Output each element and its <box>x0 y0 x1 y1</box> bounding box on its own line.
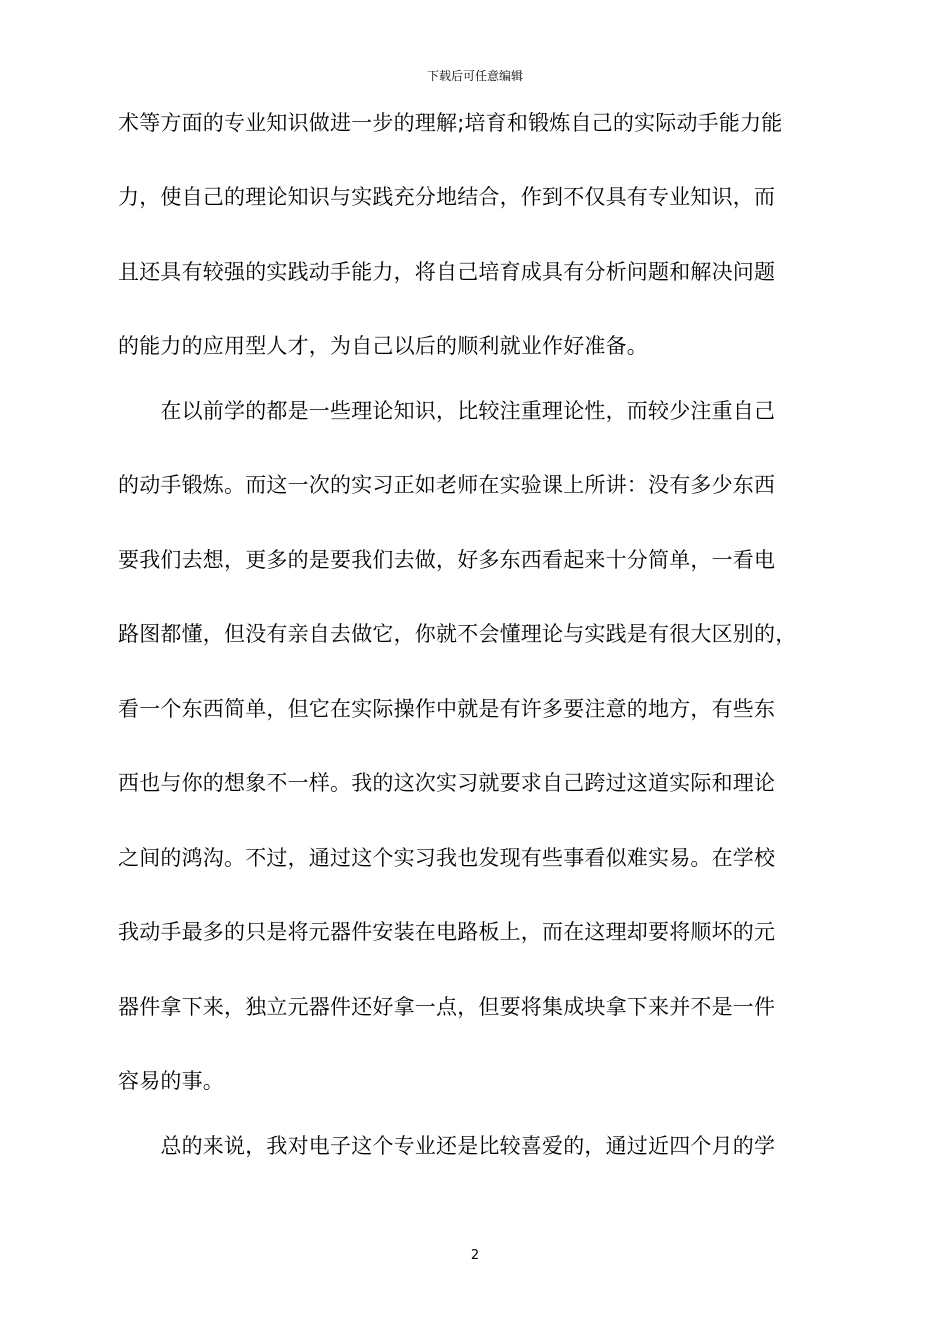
body-line: 在以前学的都是一些理论知识，比较注重理论性，而较少注重自己 <box>118 399 776 423</box>
body-line: 的动手锻炼。而这一次的实习正如老师在实验课上所讲：没有多少东西 <box>118 473 776 497</box>
body-line: 且还具有较强的实践动手能力，将自己培育成具有分析问题和解决问题 <box>118 260 776 284</box>
body-line: 之间的鸿沟。不过，通过这个实习我也发现有些事看似难实易。在学校 <box>118 846 776 870</box>
body-line: 术等方面的专业知识做进一步的理解;培育和锻炼自己的实际动手能力能 <box>118 111 783 135</box>
body-line: 要我们去想，更多的是要我们去做，好多东西看起来十分简单，一看电 <box>118 548 776 572</box>
page-number: 2 <box>470 1248 480 1263</box>
body-line: 西也与你的想象不一样。我的这次实习就要求自己跨过这道实际和理论 <box>118 771 776 795</box>
body-line: 的能力的应用型人才，为自己以后的顺利就业作好准备。 <box>118 334 648 358</box>
body-line: 容易的事。 <box>118 1069 224 1093</box>
body-line: 力，使自己的理论知识与实践充分地结合，作到不仅具有专业知识，而 <box>118 185 776 209</box>
body-line: 器件拿下来，独立元器件还好拿一点，但要将集成块拿下来并不是一件 <box>118 995 776 1019</box>
body-line: 路图都懂，但没有亲自去做它，你就不会懂理论与实践是有很大区别的， <box>118 622 797 646</box>
body-line: 总的来说，我对电子这个专业还是比较喜爱的，通过近四个月的学 <box>118 1134 776 1158</box>
body-line: 我动手最多的只是将元器件安装在电路板上，而在这理却要将顺坏的元 <box>118 920 776 944</box>
header-note: 下载后可任意编辑 <box>426 69 523 83</box>
body-line: 看一个东西简单，但它在实际操作中就是有许多要注意的地方，有些东 <box>118 697 776 721</box>
